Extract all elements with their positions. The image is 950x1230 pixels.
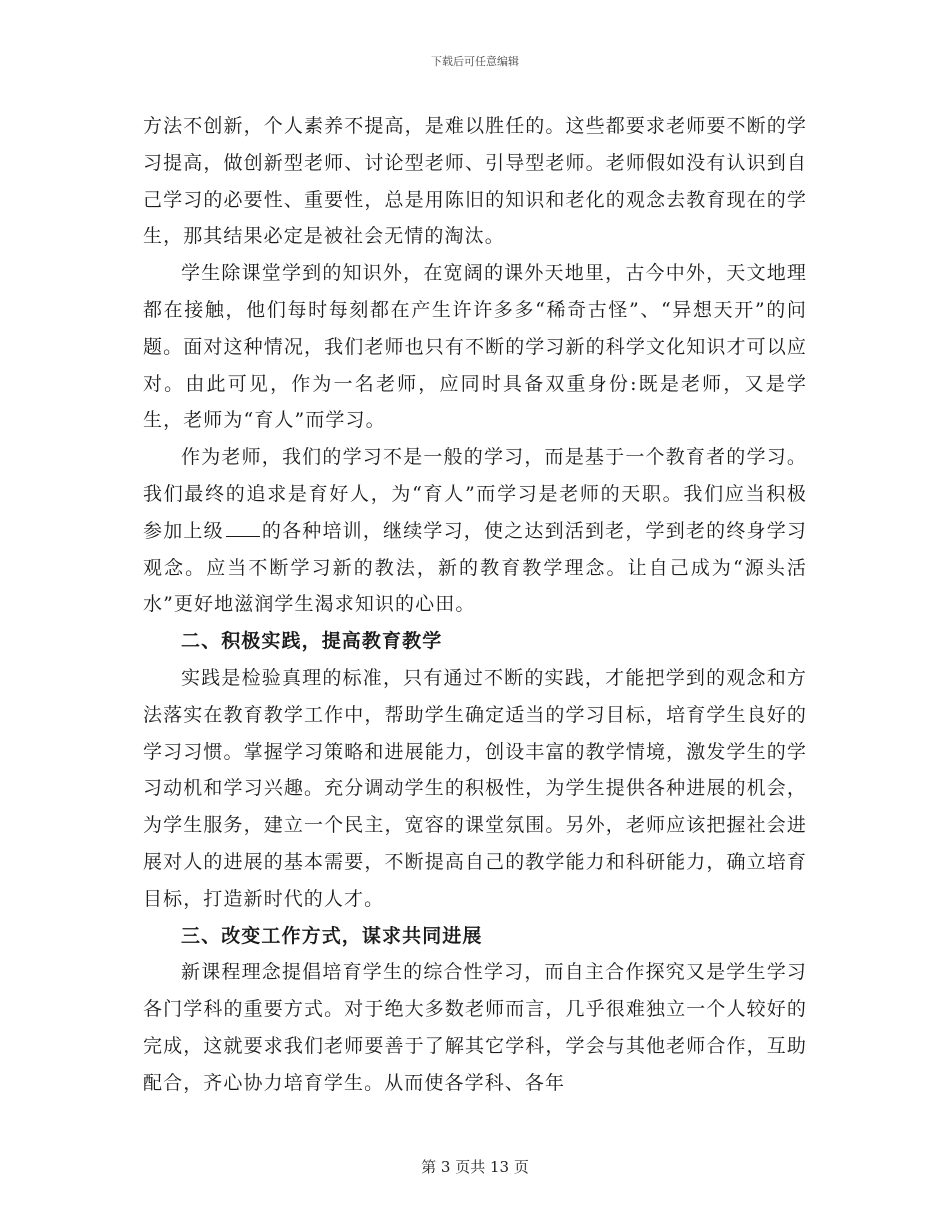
paragraph-3 bbox=[143, 439, 807, 623]
paragraph-2: 学生除课堂学到的知识外，在宽阔的课外天地里，古今中外，天文地理都在接触，他们每时每刻都在产生许许多多“稀奇古怪”、“异想天开”的问题。面对这种情况，我们老师也只有不断的学习新的科学文化知识才可以应对。由此可见，作为一名老师，应同时具备双重身份:既是老师，又是学生，老师为“育人”而学习。 bbox=[143, 262, 807, 432]
page-number: 第 3 页共 13 页 bbox=[421, 1158, 529, 1176]
section-heading-3: 三、改变工作方式，谋求共同进展 bbox=[181, 924, 483, 947]
paragraph-4: 实践是检验真理的标准，只有通过不断的实践，才能把学到的观念和方法落实在教育教学工作中，帮助学生确定适当的学习目标，培育学生良好的学习习惯。掌握学习策略和进展能力，创设丰富的教学情境，激发学生的学习动机和学习兴趣。充分调动学生的积极性，为学生提供各种进展的机会，为学生服务，建立一个民主，宽容的课堂氛围。另外，老师应该把握社会进展对人的进展的基本需要，不断提高自己的教学能力和科研能力，确立培育目标，打造新时代的人才。 bbox=[143, 666, 807, 910]
paragraph-1: 方法不创新，个人素养不提高，是难以胜任的。这些都要求老师要不断的学习提高，做创新型老师、讨论型老师、引导型老师。老师假如没有认识到自己学习的必要性、重要性，总是用陈旧的知识和老化的观念去教育现在的学生，那其结果必定是被社会无情的淘汰。 bbox=[143, 115, 807, 248]
paragraph-5: 新课程理念提倡培育学生的综合性学习，而自主合作探究又是学生学习各门学科的重要方式。对于绝大多数老师而言，几乎很难独立一个人较好的完成，这就要求我们老师要善于了解其它学科，学会与其他老师合作，互助配合，齐心协力培育学生。从而使各学科、各年 bbox=[143, 961, 807, 1094]
paragraph-3-part-2: 的各种培训，继续学习，使之达到活到老，学到老的终身学习观念。应当不断学习新的教法，新的教育教学理念。让自己成为“源头活水”更好地滋润学生渴求知识的心田。 bbox=[143, 519, 808, 616]
paragraph-3-part-1: 作为老师，我们的学习不是一般的学习，而是基于一个教育者的学习。我们最终的追求是育好人，为“育人”而学习是老师的天职。我们应当积极参加上级 bbox=[143, 446, 807, 542]
page-header-note: 下载后可任意编辑 bbox=[431, 55, 519, 68]
document-body bbox=[143, 108, 807, 1102]
fill-in-blank bbox=[226, 522, 260, 537]
section-heading-2: 二、积极实践，提高教育教学 bbox=[181, 630, 443, 653]
